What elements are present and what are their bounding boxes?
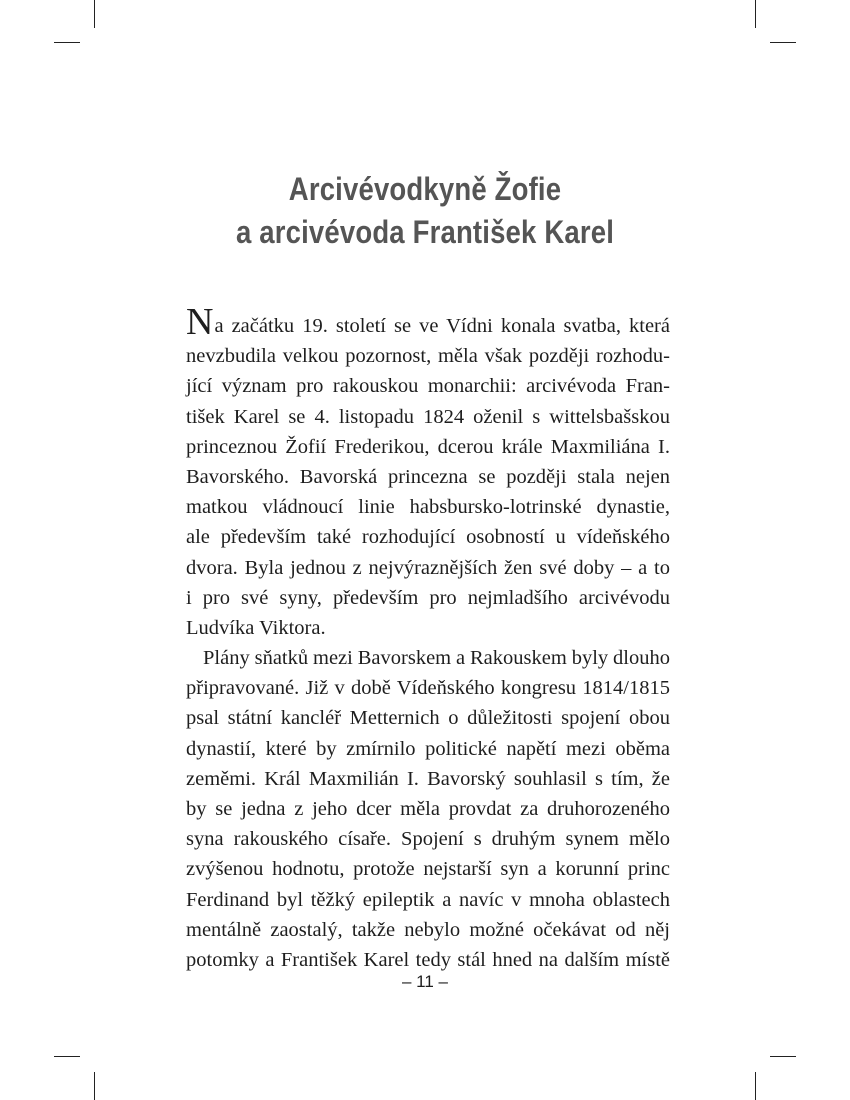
crop-mark (54, 1056, 80, 1057)
crop-mark (94, 1072, 95, 1100)
text-line: matkou vládnoucí linie habsbursko-lotrinské dynastie, (186, 496, 670, 519)
chapter-title-line-2: a arcivévoda František Karel (235, 214, 615, 250)
text-line: Plány sňatků mezi Bavorskem a Rakouskem byly dlouho (203, 647, 670, 670)
text-line: dvora. Byla jednou z nejvýraznějších žen své doby – a to (186, 556, 670, 579)
text-line: ale především také rozhodující osobností u vídeňského (186, 526, 670, 549)
text-line: potomky a František Karel tedy stál hned na dalším místě (186, 948, 670, 971)
crop-mark (54, 42, 80, 43)
text-line: mentálně zaostalý, takže nebylo možné očekávat od něj (186, 918, 670, 941)
text-line: i pro své syny, především pro nejmladšího arcivévodu (186, 586, 670, 609)
text-line: Ludvíka Viktora. (186, 616, 326, 639)
text-line-content: a začátku 19. století se ve Vídni konala svatba, která (214, 315, 670, 337)
text-line: jící význam pro rakouskou monarchii: arcivévoda Fran- (186, 375, 670, 398)
crop-mark (94, 0, 95, 28)
text-line: syna rakouského císaře. Spojení s druhým synem mělo (186, 828, 670, 851)
text-line: Bavorského. Bavorská princezna se později stala nejen (186, 465, 670, 488)
text-line: zeměmi. Král Maxmilián I. Bavorský souhlasil s tím, že (186, 767, 670, 790)
text-line: zvýšenou hodnotu, protože nejstarší syn a korunní princ (186, 858, 670, 881)
crop-mark (755, 1072, 756, 1100)
crop-mark (770, 1056, 796, 1057)
text-line: Ferdinand byl těžký epileptik a navíc v mnoha oblastech (186, 888, 670, 911)
text-line: psal státní kancléř Metternich o důležitosti spojení obou (186, 707, 670, 730)
text-line: připravované. Již v době Vídeňského kongresu 1814/1815 (186, 677, 670, 700)
chapter-title-line-1: Arcivévodkyně Žofie (288, 171, 562, 207)
text-line (186, 301, 670, 343)
text-line: princeznou Žofií Frederikou, dcerou krále Maxmiliána I. (186, 435, 670, 458)
page-number: – 11 – (401, 972, 448, 991)
text-line: dynastií, které by zmírnilo politické napětí mezi oběma (186, 737, 670, 760)
text-line: tišek Karel se 4. listopadu 1824 oženil s wittelsbašskou (186, 405, 670, 428)
drop-cap: N (186, 301, 214, 343)
text-line: nevzbudila velkou pozornost, měla však později rozhodu- (186, 345, 670, 368)
crop-mark (770, 42, 796, 43)
crop-mark (755, 0, 756, 28)
text-line: by se jedna z jeho dcer měla provdat za druhorozeného (186, 798, 670, 820)
body-text (186, 301, 670, 975)
chapter-title (60, 168, 791, 254)
